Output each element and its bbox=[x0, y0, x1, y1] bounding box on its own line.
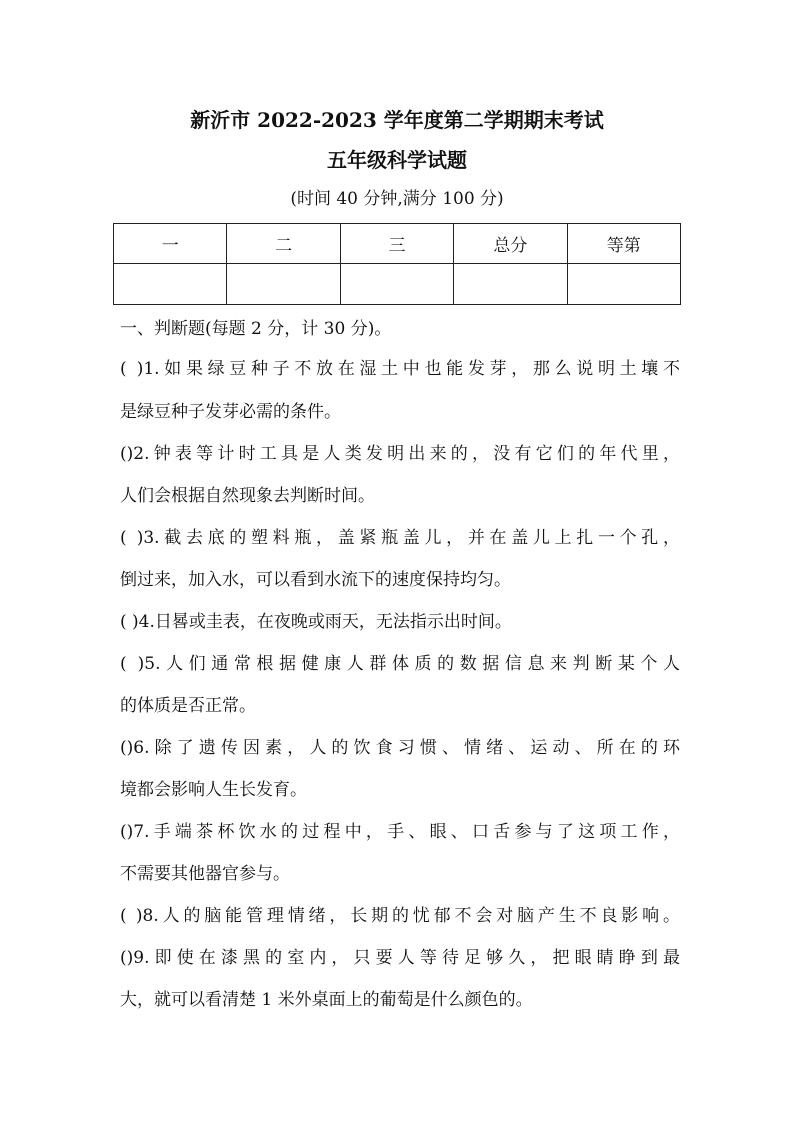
question-2-line-1: ()2.钟表等计时工具是人类发明出来的，没有它们的年代里， bbox=[120, 444, 680, 464]
question-1-line-2: 是绿豆种子发芽必需的条件。 bbox=[120, 402, 341, 422]
question-4-line-1: ( )4.日晷或圭表，在夜晚或雨天，无法指示出时间。 bbox=[120, 612, 512, 632]
question-7-line-1: ()7.手端茶杯饮水的过程中，手、眼、口舌参与了这项工作， bbox=[120, 822, 680, 842]
score-header-part-2: 二 bbox=[227, 224, 340, 264]
question-6-line-2: 境都会影响人生长发育。 bbox=[120, 780, 307, 800]
score-cell-part-3 bbox=[340, 264, 453, 305]
score-table bbox=[113, 223, 681, 305]
score-header-grade: 等第 bbox=[567, 224, 680, 264]
question-5-line-2: 的体质是否正常。 bbox=[120, 696, 256, 716]
time-score-note: (时间 40 分钟,满分 100 分) bbox=[290, 189, 504, 209]
exam-subtitle: 五年级科学试题 bbox=[327, 148, 467, 172]
question-8-line-1: ( )8.人的脑能管理情绪，长期的忧郁不会对脑产生不良影响。 bbox=[120, 906, 680, 926]
score-table-blank-row bbox=[114, 264, 681, 305]
score-header-part-3: 三 bbox=[340, 224, 453, 264]
score-cell-part-1 bbox=[114, 264, 227, 305]
question-1-line-1: ( )1.如果绿豆种子不放在湿土中也能发芽，那么说明土壤不 bbox=[120, 359, 680, 379]
score-cell-grade bbox=[567, 264, 680, 305]
score-header-total: 总分 bbox=[454, 224, 567, 264]
question-9-line-1: ()9.即使在漆黑的室内，只要人等待足够久，把眼睛睁到最 bbox=[120, 948, 680, 968]
question-6-line-1: ()6.除了遗传因素，人的饮食习惯、情绪、运动、所在的环 bbox=[120, 738, 680, 758]
question-5-line-1: ( )5.人们通常根据健康人群体质的数据信息来判断某个人 bbox=[120, 654, 680, 674]
question-9-line-2: 大，就可以看清楚 1 米外桌面上的葡萄是什么颜色的。 bbox=[120, 990, 533, 1010]
section-1-title: 一、判断题(每题 2 分，计 30 分)。 bbox=[120, 319, 392, 339]
score-cell-total bbox=[454, 264, 567, 305]
exam-title: 新沂市 2022-2023 学年度第二学期期末考试 bbox=[190, 108, 604, 132]
score-header-part-1: 一 bbox=[114, 224, 227, 264]
question-2-line-2: 人们会根据自然现象去判断时间。 bbox=[120, 486, 375, 506]
question-3-line-1: ( )3.截去底的塑料瓶，盖紧瓶盖儿，并在盖儿上扎一个孔， bbox=[120, 528, 680, 548]
score-table-header-row bbox=[114, 224, 681, 264]
score-cell-part-2 bbox=[227, 264, 340, 305]
question-3-line-2: 倒过来，加入水，可以看到水流下的速度保持均匀。 bbox=[120, 570, 511, 590]
question-7-line-2: 不需要其他器官参与。 bbox=[120, 864, 290, 884]
